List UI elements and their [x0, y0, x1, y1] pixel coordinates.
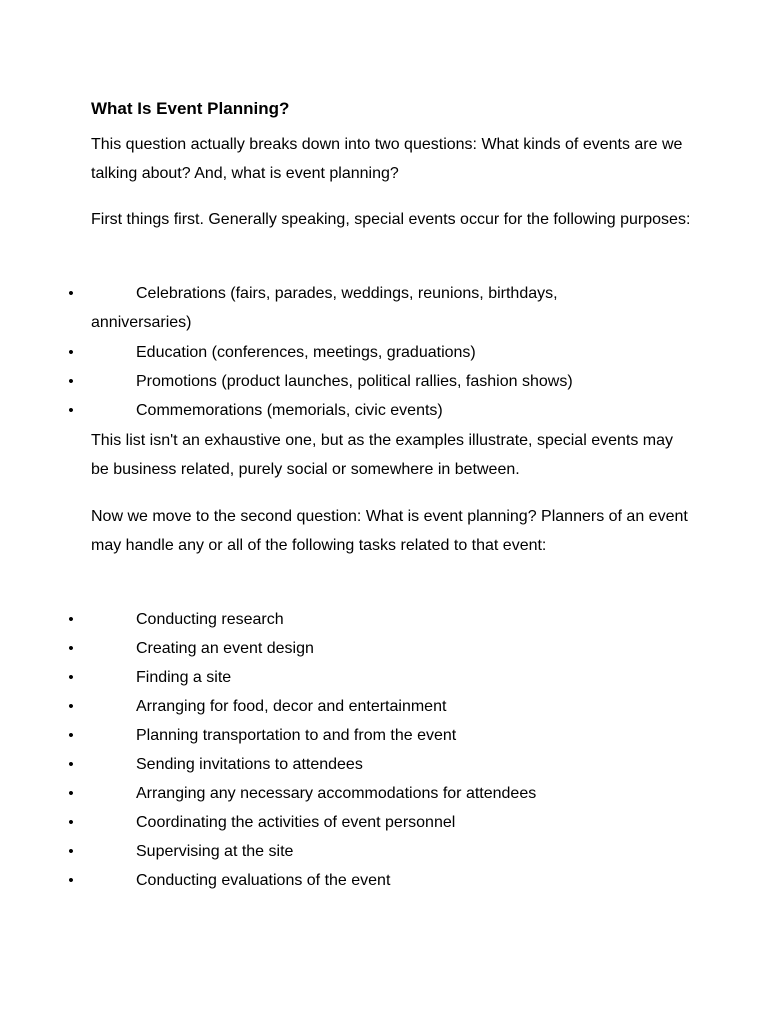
task-text: Finding a site — [136, 669, 232, 686]
bullet-icon: • — [68, 373, 74, 390]
task-text: Sending invitations to attendees — [136, 756, 363, 773]
task-text: Coordinating the activities of event personnel — [136, 814, 456, 831]
list-item-task — [0, 837, 768, 866]
list-item-task — [0, 866, 768, 895]
list-item-purpose — [0, 396, 768, 425]
list-item-task — [0, 721, 768, 750]
list-item-purpose — [0, 279, 768, 337]
bullet-icon: • — [68, 756, 74, 773]
purpose-text: Education (conferences, meetings, graduations) — [136, 344, 476, 361]
second-question-paragraph: Now we move to the second question: What is event planning? Planners of an event may handle any or all of the following tasks related to that event: — [91, 508, 688, 554]
purpose-text: Celebrations (fairs, parades, weddings, reunions, birthdays, — [136, 285, 558, 302]
bullet-icon: • — [68, 611, 74, 628]
task-text: Arranging any necessary accommodations for attendees — [136, 785, 537, 802]
bullet-icon: • — [68, 402, 74, 419]
list-item-task — [0, 779, 768, 808]
bullet-icon: • — [68, 843, 74, 860]
purpose-text: Promotions (product launches, political rallies, fashion shows) — [136, 373, 573, 390]
bullet-icon: • — [68, 285, 74, 302]
bullet-icon: • — [68, 640, 74, 657]
list-note-paragraph: This list isn't an exhaustive one, but as the examples illustrate, special events may be business related, purely social or somewhere in between. — [91, 432, 674, 478]
list-item-task — [0, 663, 768, 692]
task-text: Arranging for food, decor and entertainment — [136, 698, 447, 715]
list-item-task — [0, 605, 768, 634]
list-item-task — [0, 634, 768, 663]
task-text: Creating an event design — [136, 640, 314, 657]
list-item-task — [0, 750, 768, 779]
bullet-icon: • — [68, 698, 74, 715]
task-text: Planning transportation to and from the event — [136, 727, 457, 744]
bullet-icon: • — [68, 669, 74, 686]
bullet-icon: • — [68, 814, 74, 831]
list-item-purpose — [0, 367, 768, 396]
purpose-text-continued: anniversaries) — [91, 314, 192, 331]
task-text: Conducting evaluations of the event — [136, 872, 391, 889]
bullet-icon: • — [68, 727, 74, 744]
task-text: Conducting research — [136, 611, 284, 628]
purpose-text: Commemorations (memorials, civic events) — [136, 402, 443, 419]
bullet-icon: • — [68, 872, 74, 889]
page-title: What Is Event Planning? — [91, 99, 290, 118]
list-item-purpose — [0, 338, 768, 367]
intro-paragraph: This question actually breaks down into two questions: What kinds of events are we talking about? And, what is event planning? — [91, 136, 683, 182]
list-item-task — [0, 808, 768, 837]
task-text: Supervising at the site — [136, 843, 294, 860]
bullet-icon: • — [68, 344, 74, 361]
list-item-task — [0, 692, 768, 721]
purposes-intro-paragraph: First things first. Generally speaking, special events occur for the following purposes: — [91, 211, 691, 228]
bullet-icon: • — [68, 785, 74, 802]
